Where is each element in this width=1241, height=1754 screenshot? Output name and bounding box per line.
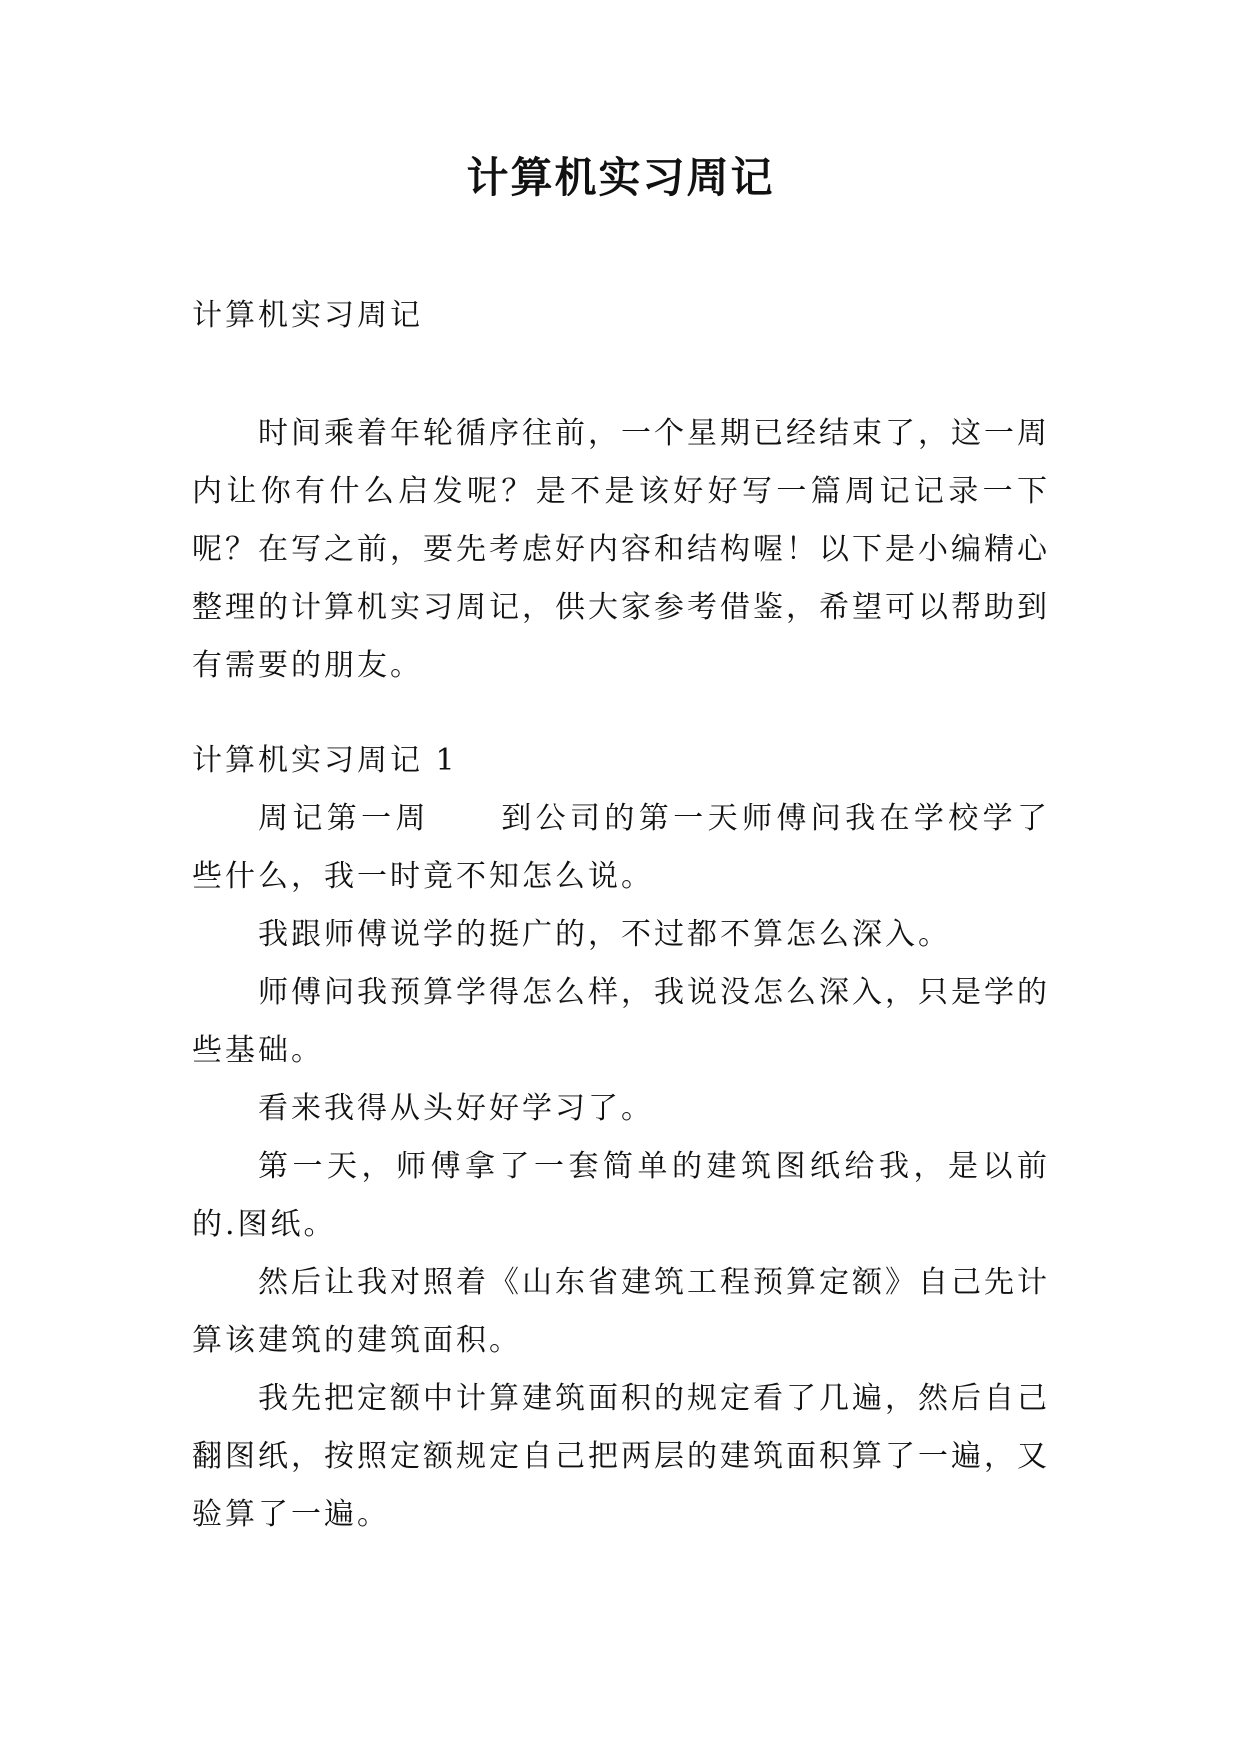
paragraph: 我先把定额中计算建筑面积的规定看了几遍，然后自己翻图纸，按照定额规定自己把两层的建筑面积算了一遍，又验算了一遍。 (192, 1381, 1050, 1532)
paragraph: 第一天，师傅拿了一套简单的建筑图纸给我，是以前的.图纸。 (192, 1149, 1050, 1242)
paragraph: 师傅问我预算学得怎么样，我说没怎么深入，只是学的些基础。 (192, 975, 1050, 1068)
week-label: 周记第一周 (258, 801, 430, 836)
document-title: 计算机实习周记 (466, 153, 775, 202)
paragraph-week-label (192, 790, 1050, 906)
paragraph: 我跟师傅说学的挺广的，不过都不算怎么深入。 (258, 917, 951, 952)
document-subtitle: 计算机实习周记 (192, 298, 423, 333)
intro-paragraph: 时间乘着年轮循序往前，一个星期已经结束了，这一周内让你有什么启发呢？是不是该好好写一篇周记记录一下呢？在写之前，要先考虑好内容和结构喔！以下是小编精心整理的计算机实习周记，供大家参考借鉴，希望可以帮助到有需要的朋友。 (192, 416, 1050, 683)
paragraph: 然后让我对照着《山东省建筑工程预算定额》自己先计算该建筑的建筑面积。 (192, 1265, 1050, 1358)
paragraph-text: 到公司的第一天师傅问我在学校学了些什么，我一时竟不知怎么说。 (192, 801, 1051, 894)
section-heading: 计算机实习周记 1 (192, 743, 458, 778)
section-week-1 (192, 732, 1050, 1544)
paragraph: 看来我得从头好好学习了。 (258, 1091, 654, 1126)
